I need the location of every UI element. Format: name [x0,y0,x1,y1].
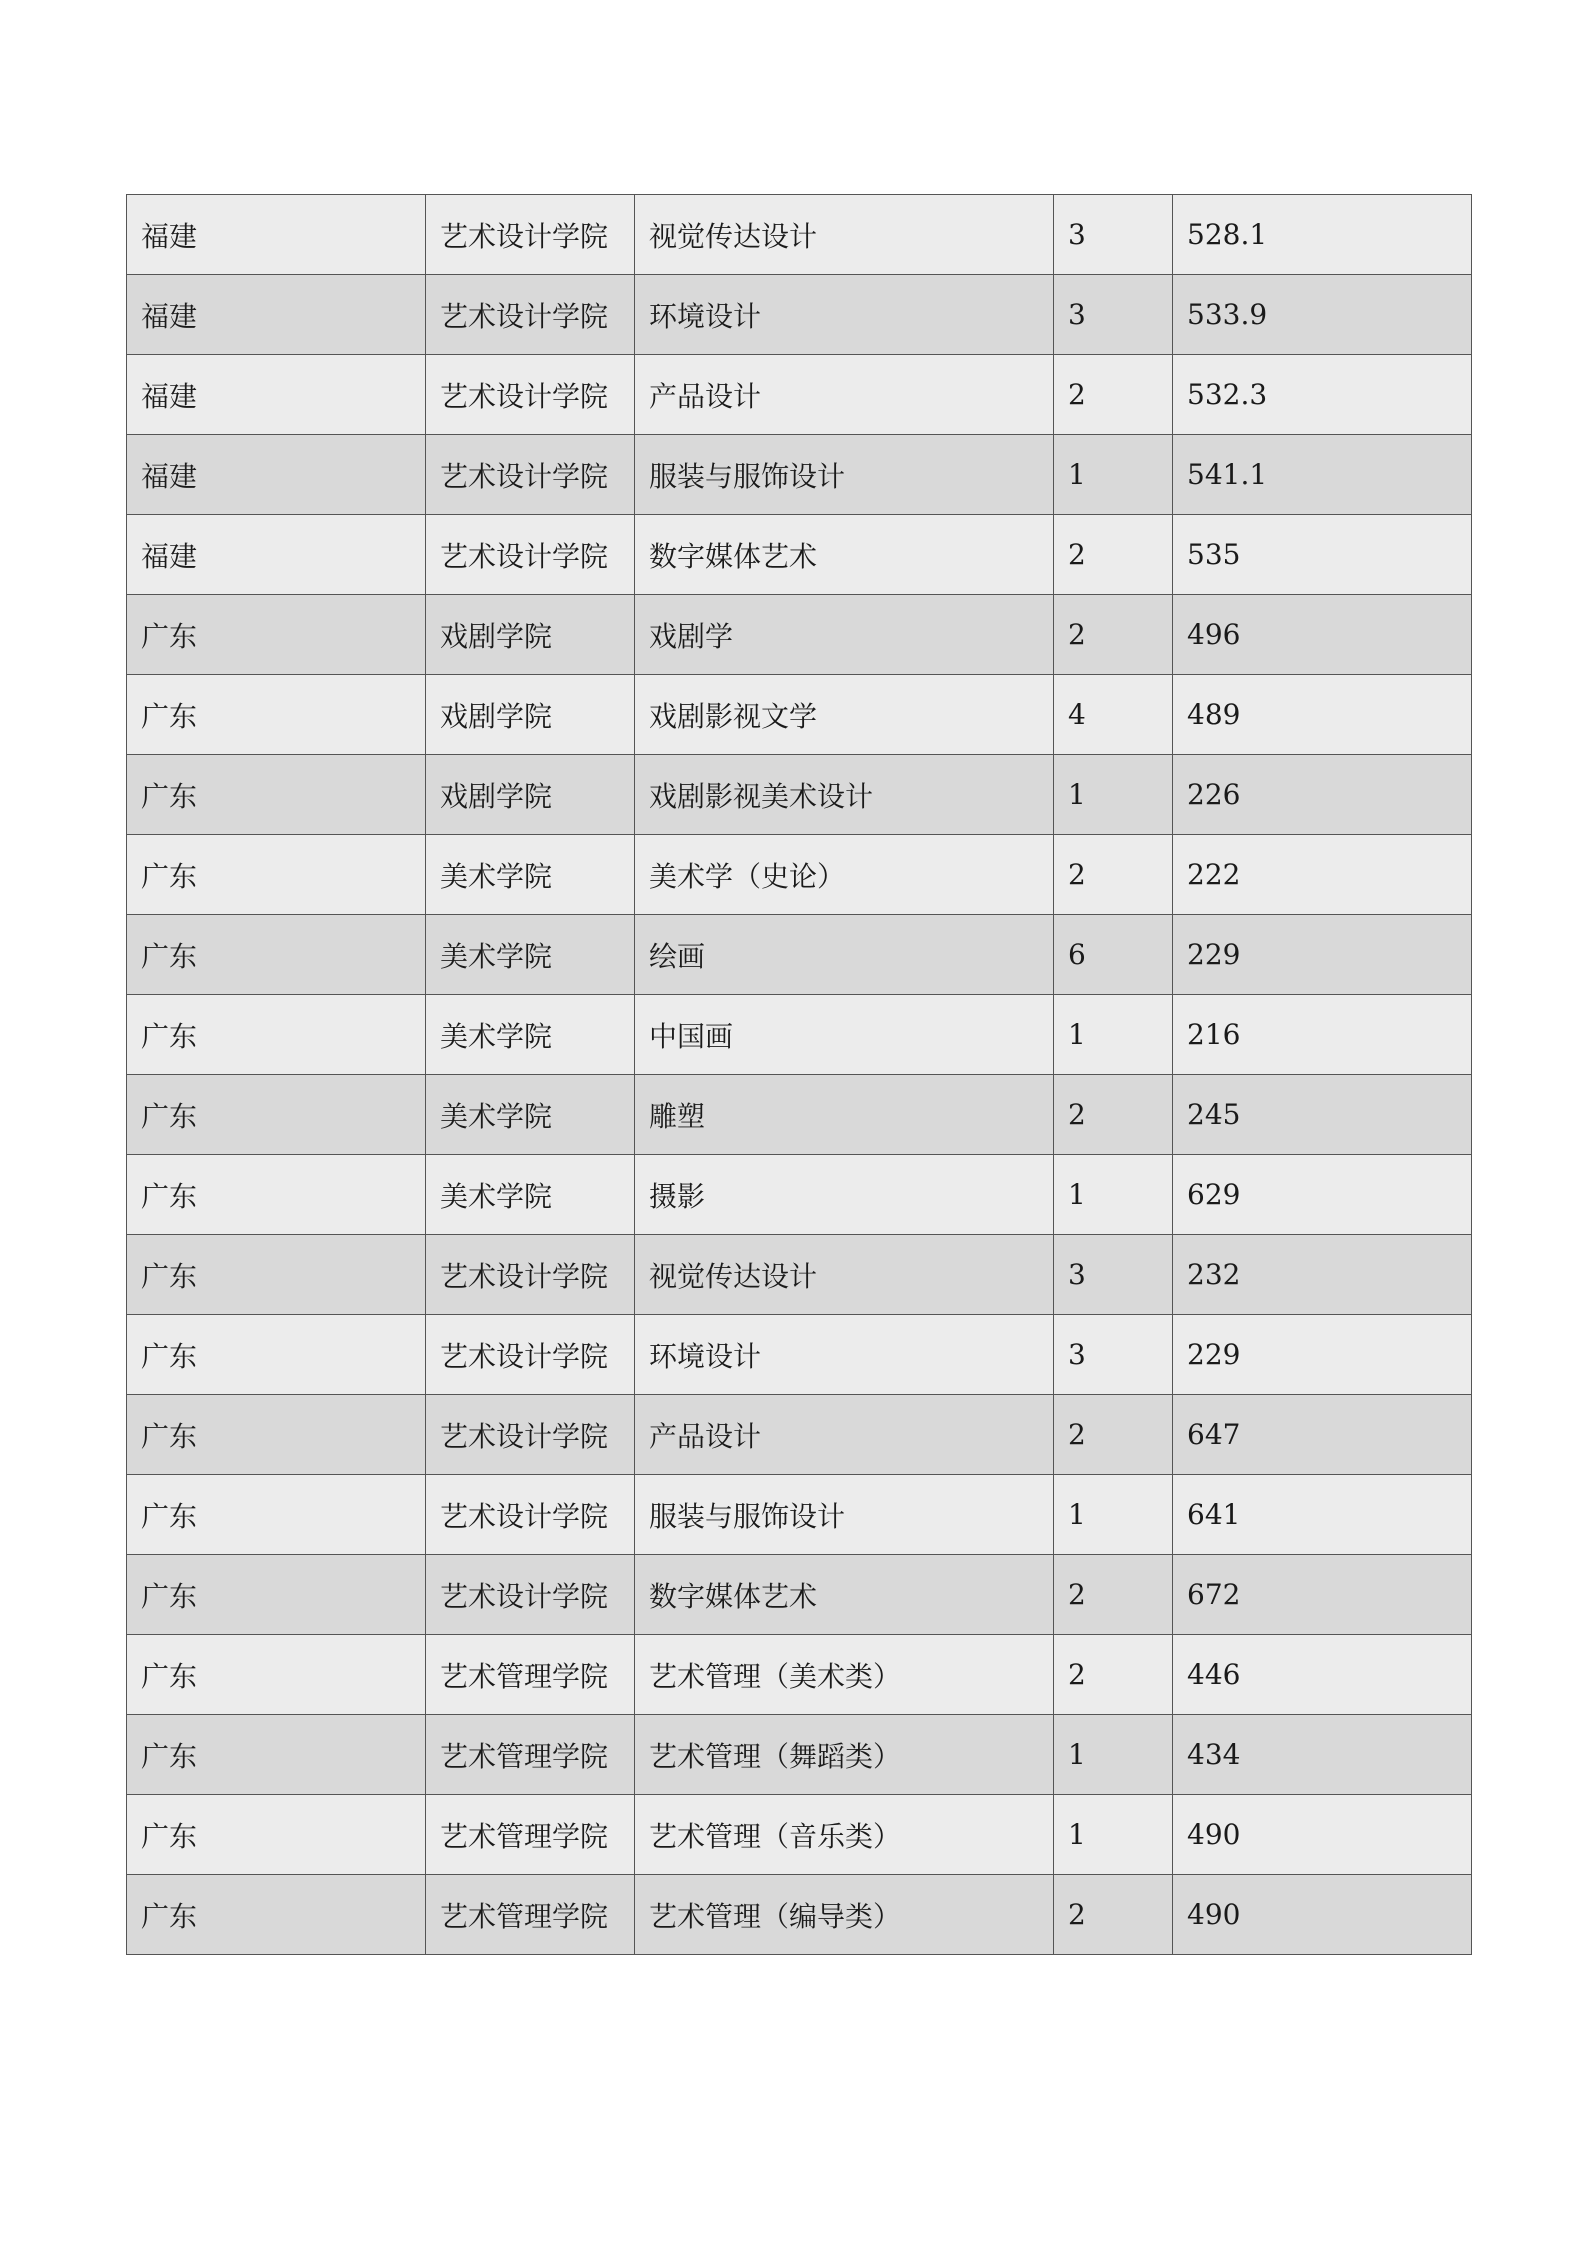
score-cell: 528.1 [1173,195,1472,275]
count-cell: 2 [1054,595,1173,675]
score-cell: 672 [1173,1555,1472,1635]
province-cell: 福建 [127,515,426,595]
score-cell: 533.9 [1173,275,1472,355]
count-cell: 1 [1054,1795,1173,1875]
score-cell: 216 [1173,995,1472,1075]
score-cell: 641 [1173,1475,1472,1555]
province-cell: 福建 [127,195,426,275]
college-cell: 戏剧学院 [426,595,635,675]
province-cell: 广东 [127,1475,426,1555]
major-cell: 艺术管理（美术类） [635,1635,1054,1715]
college-cell: 艺术管理学院 [426,1795,635,1875]
province-cell: 广东 [127,1315,426,1395]
table-row [127,1075,1472,1155]
province-cell: 广东 [127,1075,426,1155]
province-cell: 广东 [127,1715,426,1795]
score-cell: 232 [1173,1235,1472,1315]
province-cell: 广东 [127,995,426,1075]
table-row [127,755,1472,835]
count-cell: 3 [1054,275,1173,355]
college-cell: 美术学院 [426,1155,635,1235]
count-cell: 4 [1054,675,1173,755]
college-cell: 美术学院 [426,1075,635,1155]
major-cell: 戏剧影视美术设计 [635,755,1054,835]
college-cell: 艺术设计学院 [426,1555,635,1635]
table-row [127,1235,1472,1315]
count-cell: 1 [1054,1475,1173,1555]
count-cell: 2 [1054,1635,1173,1715]
major-cell: 环境设计 [635,275,1054,355]
table-row [127,1155,1472,1235]
count-cell: 2 [1054,835,1173,915]
major-cell: 艺术管理（音乐类） [635,1795,1054,1875]
count-cell: 2 [1054,355,1173,435]
count-cell: 3 [1054,195,1173,275]
score-cell: 490 [1173,1875,1472,1955]
count-cell: 2 [1054,1875,1173,1955]
major-cell: 雕塑 [635,1075,1054,1155]
count-cell: 1 [1054,435,1173,515]
table-row [127,915,1472,995]
province-cell: 广东 [127,835,426,915]
province-cell: 福建 [127,435,426,515]
college-cell: 戏剧学院 [426,755,635,835]
count-cell: 3 [1054,1315,1173,1395]
major-cell: 中国画 [635,995,1054,1075]
table-row [127,835,1472,915]
college-cell: 戏剧学院 [426,675,635,755]
admission-score-table [126,194,1472,1955]
score-cell: 226 [1173,755,1472,835]
score-cell: 222 [1173,835,1472,915]
college-cell: 艺术设计学院 [426,355,635,435]
province-cell: 广东 [127,1155,426,1235]
major-cell: 戏剧影视文学 [635,675,1054,755]
score-cell: 629 [1173,1155,1472,1235]
count-cell: 3 [1054,1235,1173,1315]
count-cell: 2 [1054,1075,1173,1155]
score-cell: 489 [1173,675,1472,755]
province-cell: 福建 [127,355,426,435]
province-cell: 广东 [127,755,426,835]
province-cell: 广东 [127,915,426,995]
score-cell: 490 [1173,1795,1472,1875]
count-cell: 1 [1054,1715,1173,1795]
table-body [127,195,1472,1955]
province-cell: 广东 [127,1875,426,1955]
major-cell: 数字媒体艺术 [635,1555,1054,1635]
major-cell: 产品设计 [635,355,1054,435]
college-cell: 艺术设计学院 [426,435,635,515]
major-cell: 数字媒体艺术 [635,515,1054,595]
score-cell: 229 [1173,1315,1472,1395]
score-cell: 446 [1173,1635,1472,1715]
count-cell: 1 [1054,995,1173,1075]
major-cell: 环境设计 [635,1315,1054,1395]
major-cell: 艺术管理（编导类） [635,1875,1054,1955]
major-cell: 视觉传达设计 [635,195,1054,275]
province-cell: 广东 [127,595,426,675]
college-cell: 美术学院 [426,995,635,1075]
college-cell: 艺术设计学院 [426,515,635,595]
major-cell: 摄影 [635,1155,1054,1235]
table-row [127,595,1472,675]
table-row [127,435,1472,515]
college-cell: 美术学院 [426,915,635,995]
table-row [127,995,1472,1075]
college-cell: 艺术设计学院 [426,1235,635,1315]
province-cell: 广东 [127,1555,426,1635]
score-cell: 535 [1173,515,1472,595]
college-cell: 艺术设计学院 [426,275,635,355]
table-row [127,195,1472,275]
count-cell: 6 [1054,915,1173,995]
score-cell: 434 [1173,1715,1472,1795]
score-cell: 647 [1173,1395,1472,1475]
college-cell: 美术学院 [426,835,635,915]
score-cell: 532.3 [1173,355,1472,435]
table-row [127,1875,1472,1955]
province-cell: 广东 [127,1235,426,1315]
score-cell: 496 [1173,595,1472,675]
score-cell: 245 [1173,1075,1472,1155]
major-cell: 戏剧学 [635,595,1054,675]
table-row [127,1715,1472,1795]
major-cell: 产品设计 [635,1395,1054,1475]
college-cell: 艺术设计学院 [426,1475,635,1555]
score-cell: 541.1 [1173,435,1472,515]
province-cell: 广东 [127,1395,426,1475]
college-cell: 艺术设计学院 [426,195,635,275]
major-cell: 视觉传达设计 [635,1235,1054,1315]
count-cell: 2 [1054,515,1173,595]
table-row [127,1635,1472,1715]
major-cell: 艺术管理（舞蹈类） [635,1715,1054,1795]
college-cell: 艺术管理学院 [426,1635,635,1715]
college-cell: 艺术设计学院 [426,1395,635,1475]
table-row [127,675,1472,755]
province-cell: 广东 [127,675,426,755]
count-cell: 2 [1054,1555,1173,1635]
major-cell: 美术学（史论） [635,835,1054,915]
major-cell: 绘画 [635,915,1054,995]
table-row [127,275,1472,355]
college-cell: 艺术管理学院 [426,1875,635,1955]
table-row [127,1795,1472,1875]
college-cell: 艺术设计学院 [426,1315,635,1395]
score-cell: 229 [1173,915,1472,995]
table-row [127,1395,1472,1475]
table-row [127,1315,1472,1395]
province-cell: 广东 [127,1635,426,1715]
count-cell: 2 [1054,1395,1173,1475]
table-row [127,1475,1472,1555]
count-cell: 1 [1054,1155,1173,1235]
province-cell: 广东 [127,1795,426,1875]
table-row [127,355,1472,435]
major-cell: 服装与服饰设计 [635,1475,1054,1555]
count-cell: 1 [1054,755,1173,835]
college-cell: 艺术管理学院 [426,1715,635,1795]
table-row [127,1555,1472,1635]
table-row [127,515,1472,595]
major-cell: 服装与服饰设计 [635,435,1054,515]
province-cell: 福建 [127,275,426,355]
